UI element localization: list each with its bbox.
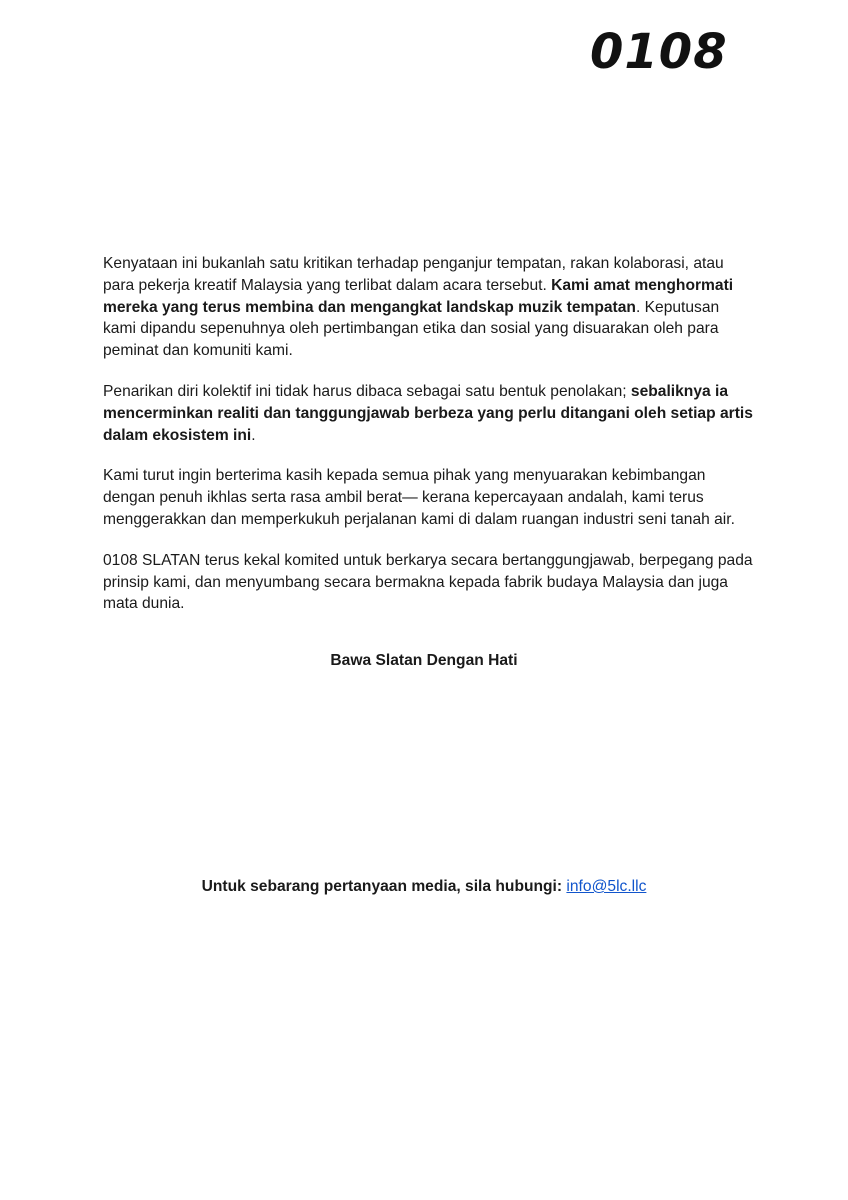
statement-paragraph [103, 381, 753, 446]
paragraph-text: . [251, 426, 256, 444]
paragraph-text: Kami turut ingin berterima kasih kepada semua pihak yang menyuarakan kebimbangan dengan penuh ikhlas serta rasa ambil berat— kerana kepercayaan andalah, kami terus menggerakkan dan memperkukuh perjalanan kami di dalam ruangan industri seni tanah air. [103, 467, 735, 528]
emphasized-text: Kami amat menghormati mereka yang terus membina dan mengangkat landskap muzik tempatan [103, 276, 734, 316]
brand-logo-graphic [586, 22, 800, 78]
brand-logo-text: 0108 [590, 24, 728, 78]
media-contact-label: Untuk sebarang pertanyaan media, sila hubungi: [201, 878, 563, 895]
emphasized-text: sebaliknya ia mencerminkan realiti dan tanggungjawab berbeza yang perlu ditangani oleh setiap artis dalam ekosistem ini [103, 382, 753, 444]
paragraph-text: . Keputusan kami dipandu sepenuhnya oleh pertimbangan etika dan sosial yang disuarakan oleh para peminat dan komuniti kami. [103, 298, 720, 360]
paragraph-text: 0108 SLATAN terus kekal komited untuk berkarya secara bertanggungjawab, berpegang pada prinsip kami, dan menyumbang secara bermakna kepada fabrik budaya Malaysia dan juga mata dunia. [103, 551, 753, 613]
brand-logo [586, 22, 800, 78]
statement-paragraph [103, 465, 753, 530]
tagline: Bawa Slatan Dengan Hati [330, 652, 518, 669]
statement-body [103, 253, 753, 634]
statement-paragraph [103, 253, 753, 362]
media-contact [0, 876, 848, 898]
contact-email-link[interactable]: info@5lc.llc [566, 878, 647, 895]
statement-paragraph [103, 550, 753, 615]
paragraph-text: Kenyataan ini bukanlah satu kritikan terhadap penganjur tempatan, rakan kolaborasi, atau para pekerja kreatif Malaysia yang terlibat dalam acara tersebut. [103, 255, 724, 294]
paragraph-text: Penarikan diri kolektif ini tidak harus dibaca sebagai satu bentuk penolakan; [103, 382, 631, 400]
